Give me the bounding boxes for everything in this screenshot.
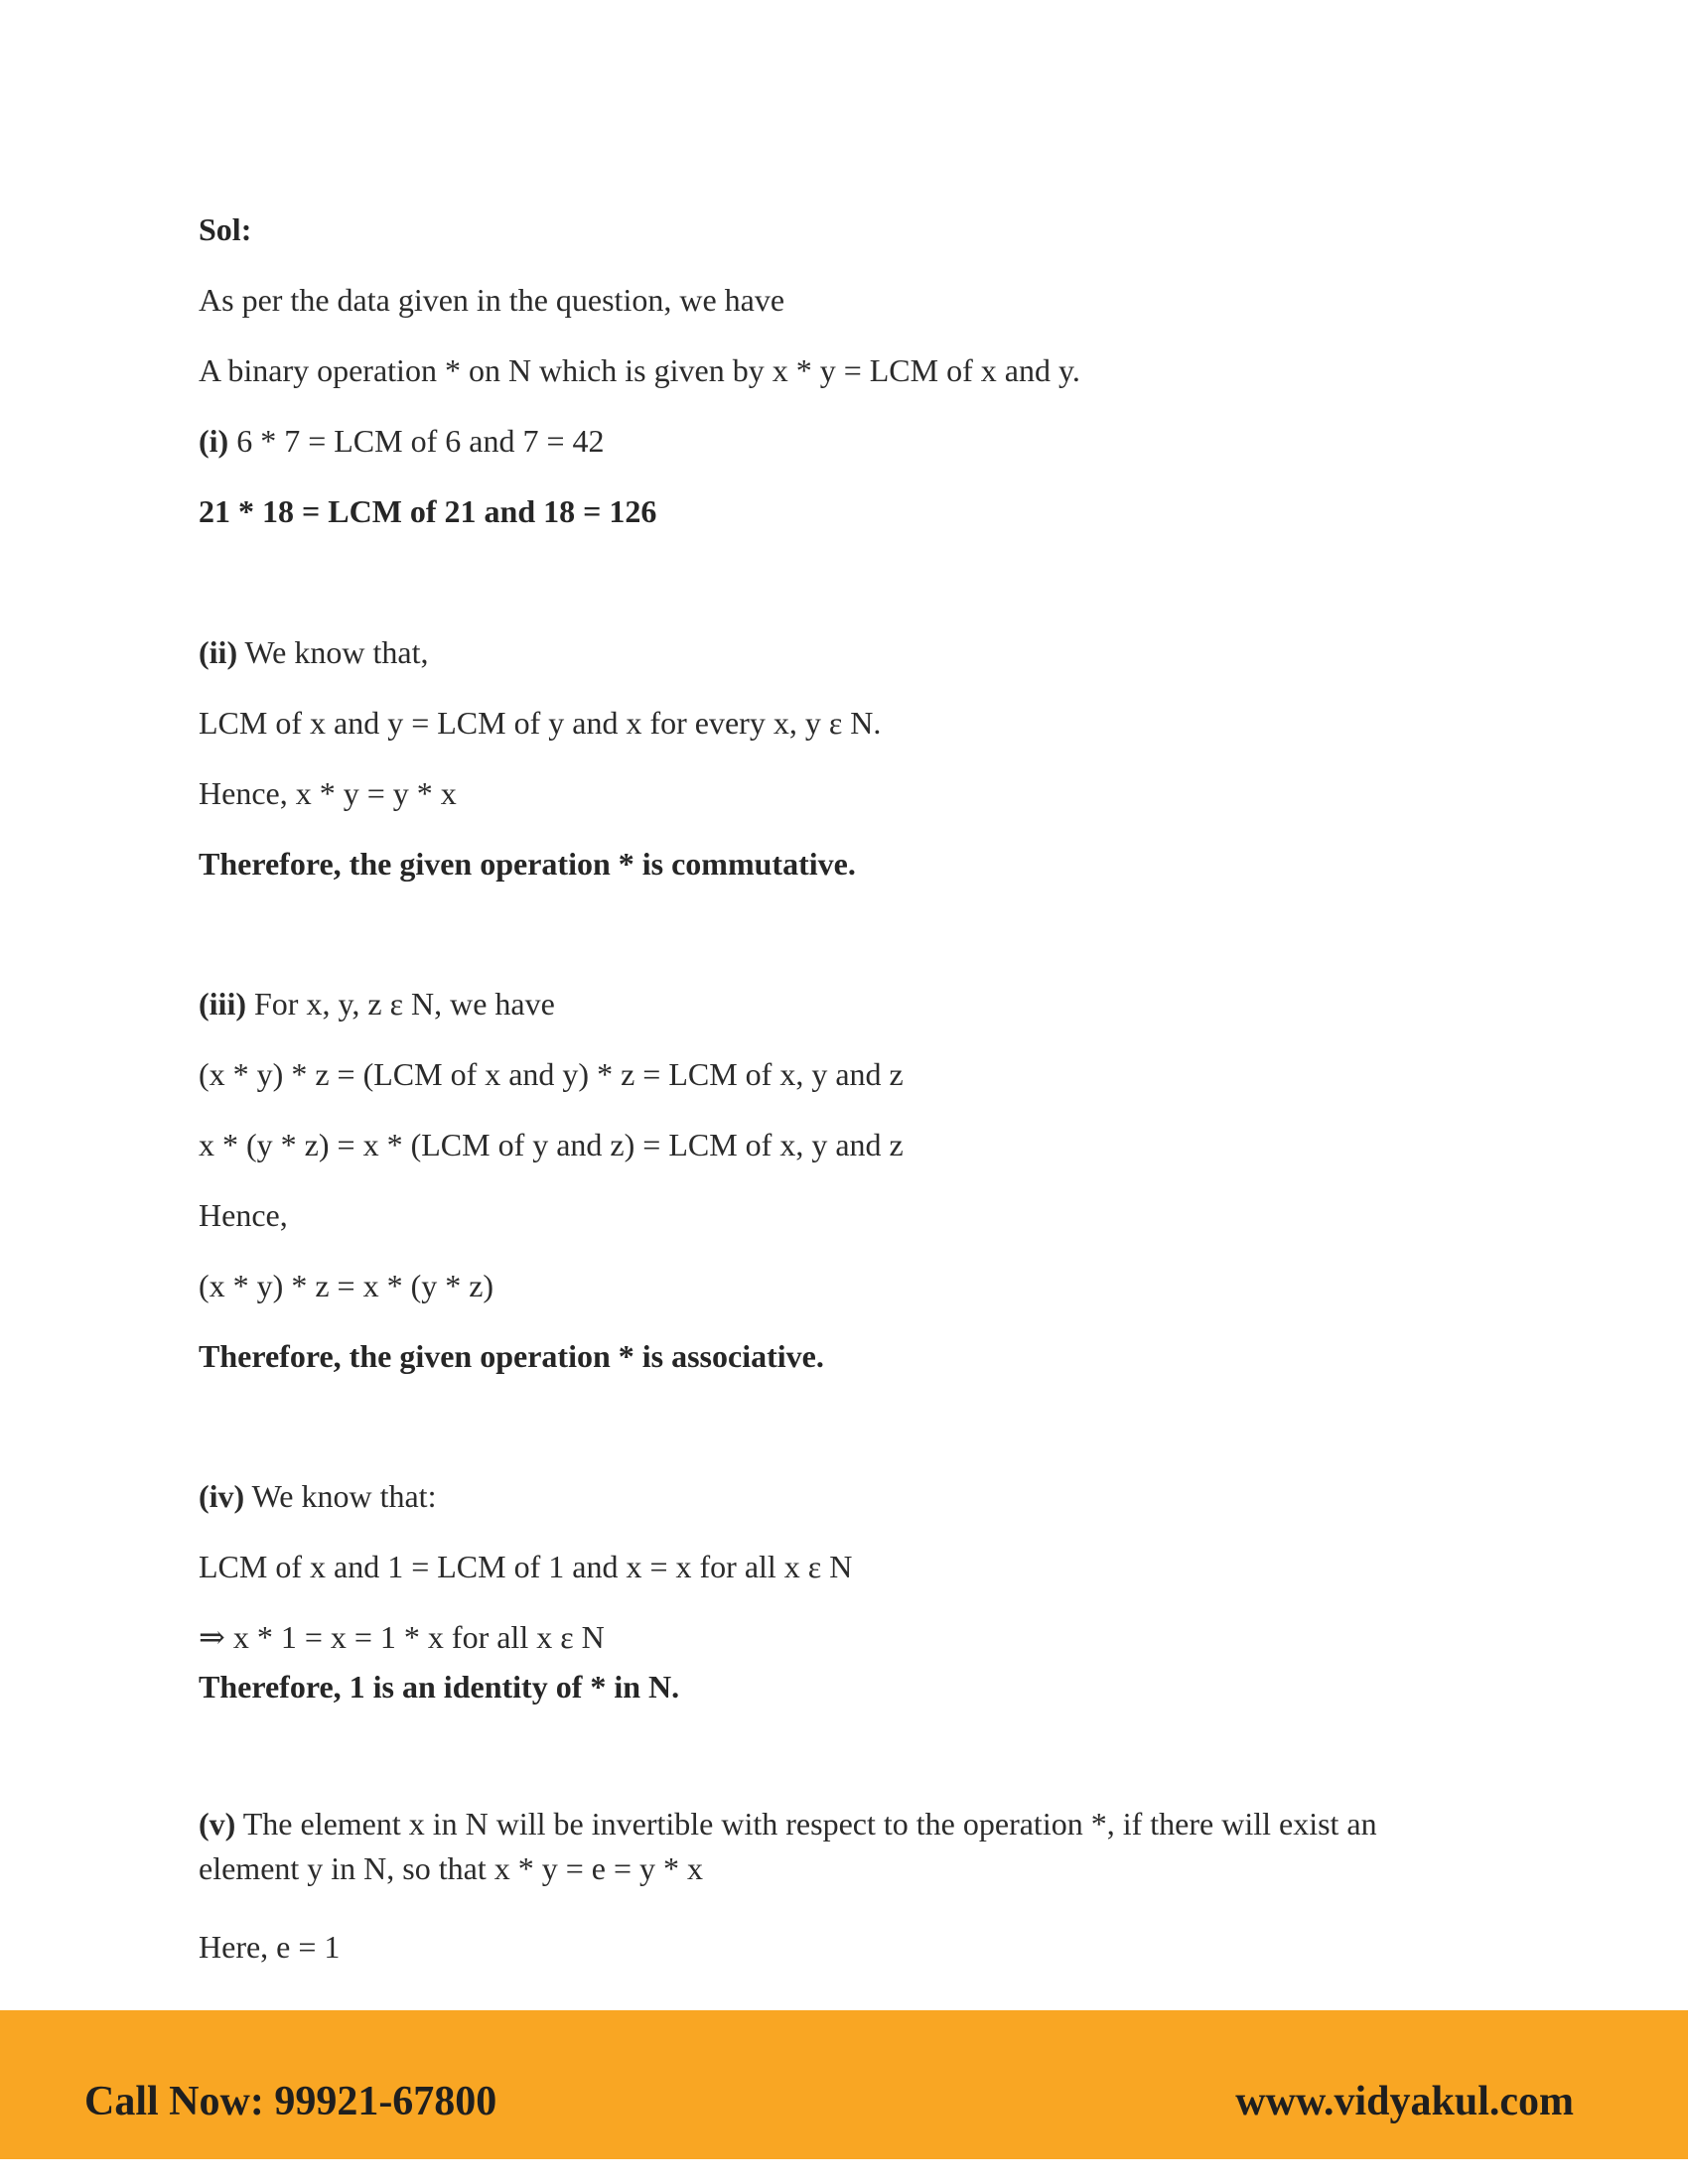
part-iii-line-2: x * (y * z) = x * (LCM of y and z) = LCM of x, y and z [199, 1127, 904, 1162]
part-iv-intro [199, 1477, 436, 1515]
part-iv-line-2: ⇒ x * 1 = x = 1 * x for all x ε N [199, 1619, 605, 1655]
part-iii-intro-text: For x, y, z ε N, we have [245, 986, 555, 1022]
part-iii-intro [199, 985, 555, 1023]
part-iv-line-1: LCM of x and 1 = LCM of 1 and x = x for all x ε N [199, 1549, 853, 1584]
part-v-intro [199, 1802, 1479, 1891]
part-iv-label: (iv) [199, 1478, 245, 1514]
solution-heading: Sol: [199, 211, 252, 247]
part-iii-conclusion: Therefore, the given operation * is associative. [199, 1338, 824, 1374]
intro-line-1: As per the data given in the question, we have [199, 282, 785, 318]
part-i-label: (i) [199, 423, 229, 459]
part-v-intro-text: The element x in N will be invertible with respect to the operation *, if there will exist an element y in N, so that x * y = e = y * x [199, 1806, 1377, 1886]
part-ii-intro-text: We know that, [237, 634, 429, 670]
call-now-text: Call Now: 99921-67800 [84, 2079, 497, 2124]
website-link[interactable]: www.vidyakul.com [1235, 2079, 1574, 2124]
part-iv-intro-text: We know that: [244, 1478, 437, 1514]
part-i-line-1 [199, 422, 605, 460]
part-i-line-2: 21 * 18 = LCM of 21 and 18 = 126 [199, 493, 657, 529]
part-ii-label: (ii) [199, 634, 238, 670]
part-ii-intro [199, 633, 428, 671]
part-i-text: 6 * 7 = LCM of 6 and 7 = 42 [228, 423, 605, 459]
part-ii-conclusion: Therefore, the given operation * is commutative. [199, 846, 856, 882]
part-ii-line-2: Hence, x * y = y * x [199, 775, 457, 811]
part-ii-line-1: LCM of x and y = LCM of y and x for every x, y ε N. [199, 705, 882, 741]
footer-banner [0, 2010, 1688, 2159]
part-v-line-1: Here, e = 1 [199, 1929, 341, 1965]
part-iii-line-4: (x * y) * z = x * (y * z) [199, 1268, 494, 1303]
part-iv-conclusion: Therefore, 1 is an identity of * in N. [199, 1669, 680, 1705]
intro-line-2: A binary operation * on N which is given by x * y = LCM of x and y. [199, 352, 1080, 388]
part-iii-line-3: Hence, [199, 1197, 288, 1233]
part-iii-label: (iii) [199, 986, 246, 1022]
part-iii-line-1: (x * y) * z = (LCM of x and y) * z = LCM of x, y and z [199, 1056, 904, 1092]
part-v-label: (v) [199, 1806, 236, 1842]
